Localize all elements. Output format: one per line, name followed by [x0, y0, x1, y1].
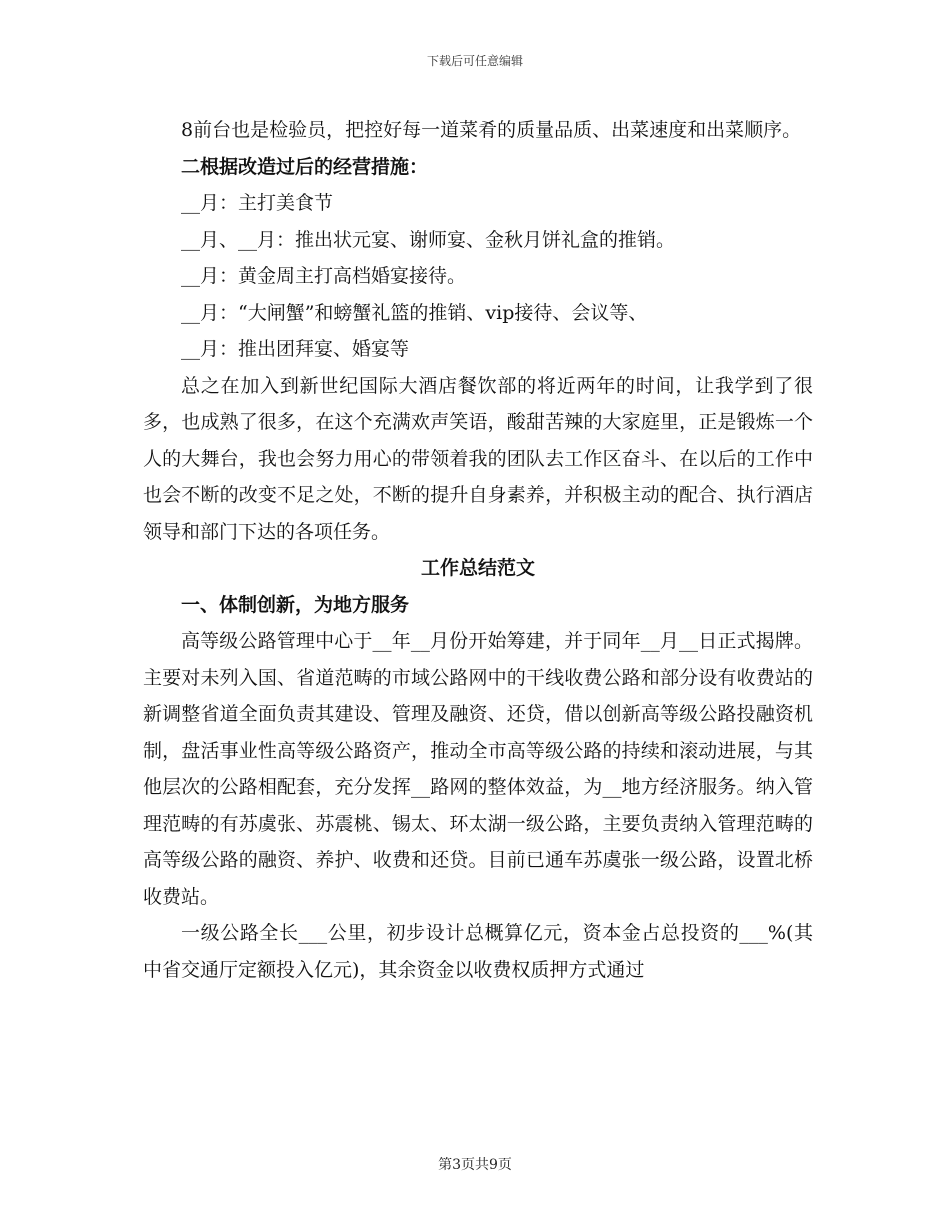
list-item-month-1: __月：主打美食节 — [181, 192, 334, 214]
page-number: 第3页共9页 — [438, 1157, 512, 1173]
paragraph-road-length: 一级公路全长___公里，初步设计总概算亿元，资本金占总投资的___%(其中省交通厅定额投入亿元)，其余资金以收费权质押方式通过 — [143, 922, 813, 981]
list-item-month-3: __月：黄金周主打高档婚宴接待。 — [181, 265, 467, 287]
list-item-month-5: __月：推出团拜宴、婚宴等 — [181, 338, 410, 360]
section-heading-1: 一、体制创新，为地方服务 — [181, 593, 410, 616]
page-header: 下载后可任意编辑 — [426, 54, 523, 68]
list-item-month-2: __月、__月：推出状元宴、谢师宴、金秋月饼礼盒的推销。 — [181, 228, 676, 251]
list-item-month-4: __月：“大闸蟹”和螃蟹礼篮的推销、vip接待、会议等、 — [181, 301, 648, 324]
section-heading-measures: 二根据改造过后的经营措施： — [181, 155, 429, 178]
paragraph-summary: 总之在加入到新世纪国际大酒店餐饮部的将近两年的时间，让我学到了很多，也成熟了很多，在这个充满欢声笑语，酸甜苦辣的大家庭里，正是锻炼一个人的大舞台，我也会努力用心的带领着我的团队去工作区奋斗、在以后的工作中也会不断的改变不足之处，不断的提升自身素养，并积极主动的配合、执行酒店领导和部门下达的各项任务。 — [143, 374, 813, 543]
document-title: 工作总结范文 — [420, 557, 535, 579]
paragraph-center-intro: 高等级公路管理中心于__年__月份开始筹建，并于同年__月__日正式揭牌。主要对未列入国、省道范畴的市域公路网中的干线收费公路和部分设有收费站的新调整省道全面负责其建设、管理及融资、还贷，借以创新高等级公路投融资机制，盘活事业性高等级公路资产，推动全市高等级公路的持续和滚动进展，与其他层次的公路相配套，充分发挥__路网的整体效益，为__地方经济服务。纳入管理范畴的有苏虞张、苏震桃、锡太、环太湖一级公路，主要负责纳入管理范畴的高等级公路的融资、养护、收费和还贷。目前已通车苏虞张一级公路，设置北桥收费站。 — [143, 630, 813, 908]
paragraph-1: 8前台也是检验员，把控好每一道菜肴的质量品质、出菜速度和出菜顺序。 — [181, 119, 802, 141]
document-body — [143, 112, 813, 988]
